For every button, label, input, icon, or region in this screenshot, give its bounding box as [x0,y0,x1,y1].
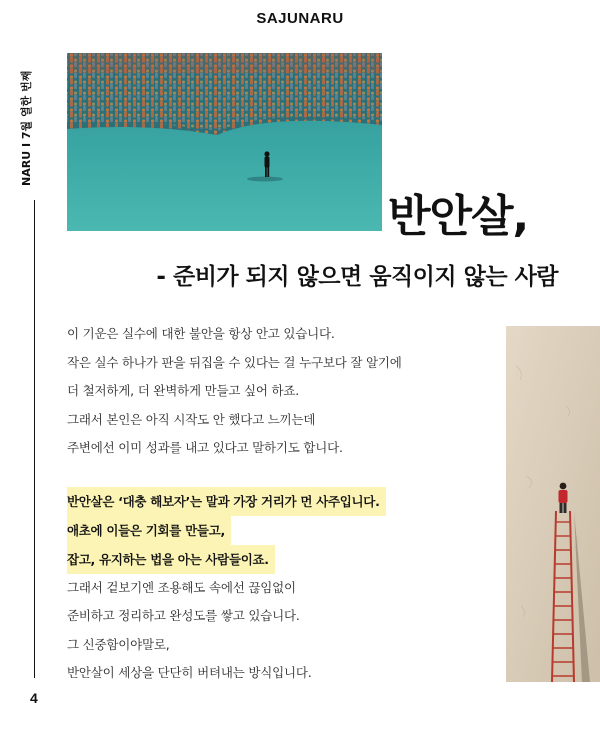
body-line: 주변에선 이미 성과를 내고 있다고 말하기도 합니다. [67,440,343,455]
article-title: 반안살, [388,191,529,242]
body-line: 이 기운은 실수에 대한 불안을 항상 안고 있습니다. [67,326,335,341]
brand-name: SAJUNARU [256,10,344,27]
issue-label-text: NARU I 7월 열한 번째 [20,70,33,186]
body-line: 그 신중함이야말로, [67,636,170,652]
body-line: 반안살이 세상을 단단히 버텨내는 방식입니다. [67,665,312,680]
highlight-line: 애초에 이들은 기회를 만들고, [67,516,231,545]
issue-label [18,60,38,190]
body-line: 그래서 본인은 아직 시작도 안 했다고 느끼는데 [67,411,316,427]
body-line: 더 철저하게, 더 완벽하게 만들고 싶어 하죠. [67,383,300,398]
page-number: 4 [30,690,38,706]
highlight-line: 반안살은 ‘대충 해보자’는 말과 가장 거리가 먼 사주입니다. [67,487,386,516]
body-line: 그래서 겉보기엔 조용해도 속에선 끊임없이 [67,579,296,595]
article-subtitle: - 준비가 되지 않으면 움직이지 않는 사람 [156,264,558,290]
article-body [67,320,497,688]
body-line: 작은 실수 하나가 판을 뒤집을 수 있다는 걸 누구보다 잘 알기에 [67,354,402,370]
highlight-line: 잡고, 유지하는 법을 아는 사람들이죠. [67,545,275,574]
person-on-ladder-image [506,326,600,682]
side-divider [34,200,35,678]
crowd-with-lone-figure-image [67,53,382,231]
body-line: 준비하고 정리하고 완성도를 쌓고 있습니다. [67,608,300,623]
